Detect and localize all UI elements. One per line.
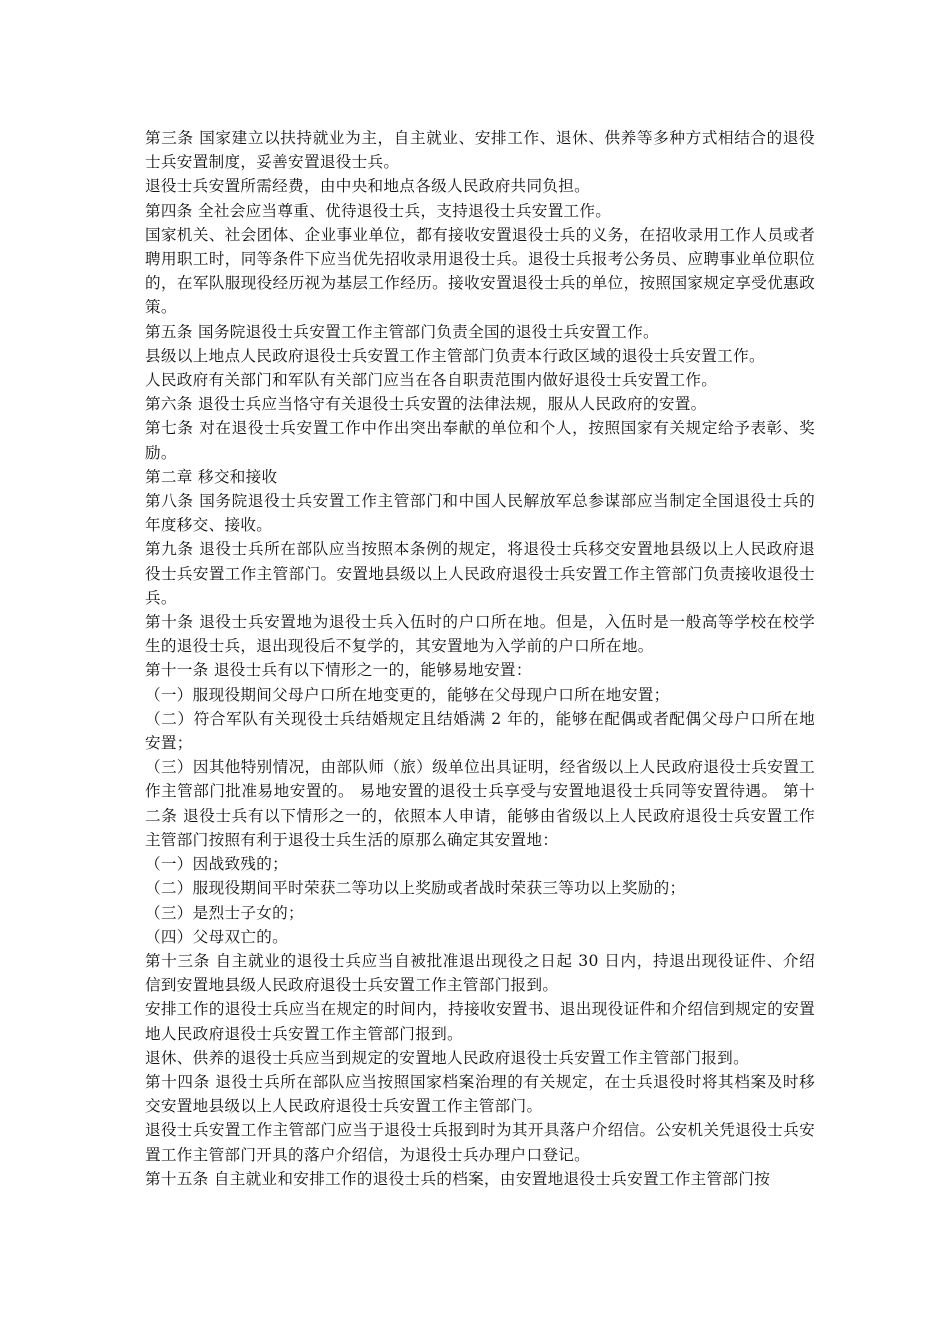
paragraph-article-3: 第三条 国家建立以扶持就业为主，自主就业、安排工作、退休、供养等多种方式相结合的退役士兵安置制度，妥善安置退役士兵。 [145, 129, 815, 172]
paragraph-article-6: 第六条 退役士兵应当恪守有关退役士兵安置的法律法规，服从人民政府的安置。 [145, 395, 707, 414]
paragraph-article-5: 第五条 国务院退役士兵安置工作主管部门负责全国的退役士兵安置工作。 [145, 322, 659, 341]
paragraph-article-8: 第八条 国务院退役士兵安置工作主管部门和中国人民解放军总参谋部应当制定全国退役士兵的年度移交、接收。 [145, 492, 815, 535]
document-body [145, 126, 815, 1191]
paragraph-article-11-item-2: （二）符合军队有关现役士兵结婚规定且结婚满 2 年的，能够在配偶或者配偶父母户口所在地安置； [145, 709, 815, 753]
paragraph-article-11-item-3-and-article-12: （三）因其他特别情况，由部队师（旅）级单位出具证明，经省级以上人民政府退役士兵安置工作主管部门批准易地安置的。 易地安置的退役士兵享受与安置地退役士兵同等安置待遇。 第十二条 退役士兵有以下情形之一的，依照本人申请，能够由省级以上人民政府退役士兵安置工作主管部门按照有利于退役士兵生活的原那么确定其安置地： [145, 758, 815, 849]
paragraph-article-15: 第十五条 自主就业和安排工作的退役士兵的档案，由安置地退役士兵安置工作主管部门按 [145, 1169, 771, 1188]
paragraph-article-12-item-4: （四）父母双亡的。 [145, 927, 289, 946]
paragraph-article-11: 第十一条 退役士兵有以下情形之一的，能够易地安置： [145, 661, 532, 680]
paragraph-employer-obligation: 国家机关、社会团体、企业事业单位，都有接收安置退役士兵的义务，在招收录用工作人员或者聘用职工时，同等条件下应当优先招收录用退役士兵。退役士兵报考公务员、应聘事业单位职位的，在军队服现役经历视为基层工作经历。接收安置退役士兵的单位，按照国家规定享受优惠政策。 [145, 225, 815, 317]
paragraph-assigned-work-report: 安排工作的退役士兵应当在规定的时间内，持接收安置书、退出现役证件和介绍信到规定的安置地人民政府退役士兵安置工作主管部门报到。 [145, 1000, 815, 1043]
paragraph-article-4: 第四条 全社会应当尊重、优待退役士兵，支持退役士兵安置工作。 [145, 201, 612, 220]
paragraph-article-7: 第七条 对在退役士兵安置工作中作出突出奉献的单位和个人，按照国家有关规定给予表彰、奖励。 [145, 419, 815, 462]
paragraph-article-12-item-2: （二）服现役期间平时荣获二等功以上奖励或者战时荣获三等功以上奖励的； [145, 879, 686, 898]
paragraph-retired-report: 退休、供养的退役士兵应当到规定的安置地人民政府退役士兵安置工作主管部门报到。 [145, 1048, 749, 1067]
paragraph-article-11-item-1: （一）服现役期间父母户口所在地变更的，能够在父母现户口所在地安置； [145, 685, 670, 704]
paragraph-article-10: 第十条 退役士兵安置地为退役士兵入伍时的户口所在地。但是，入伍时是一般高等学校在校学生的退役士兵，退出现役后不复学的，其安置地为入学前的户口所在地。 [145, 613, 815, 656]
chapter-heading-2: 第二章 移交和接收 [145, 467, 278, 486]
paragraph-county-authority: 县级以上地点人民政府退役士兵安置工作主管部门负责本行政区域的退役士兵安置工作。 [145, 346, 765, 365]
paragraph-funding: 退役士兵安置所需经费，由中央和地点各级人民政府共同负担。 [145, 177, 591, 196]
paragraph-article-13: 第十三条 自主就业的退役士兵应当自被批准退出现役之日起 30 日内，持退出现役证件、介绍信到安置地县级人民政府退役士兵安置工作主管部门报到。 [145, 951, 815, 995]
paragraph-departments: 人民政府有关部门和军队有关部门应当在各自职责范围内做好退役士兵安置工作。 [145, 371, 718, 390]
paragraph-article-12-item-3: （三）是烈士子女的； [145, 903, 304, 922]
paragraph-article-14: 第十四条 退役士兵所在部队应当按照国家档案治理的有关规定，在士兵退役时将其档案及时移交安置地县级以上人民政府退役士兵安置工作主管部门。 [145, 1072, 815, 1116]
paragraph-article-9: 第九条 退役士兵所在部队应当按照本条例的规定，将退役士兵移交安置地县级以上人民政府退役士兵安置工作主管部门。安置地县级以上人民政府退役士兵安置工作主管部门负责接收退役士兵。 [145, 540, 815, 607]
paragraph-household-registration: 退役士兵安置工作主管部门应当于退役士兵报到时为其开具落户介绍信。公安机关凭退役士兵安置工作主管部门开具的落户介绍信，为退役士兵办理户口登记。 [145, 1121, 815, 1164]
paragraph-article-12-item-1: （一）因战致残的； [145, 855, 289, 874]
